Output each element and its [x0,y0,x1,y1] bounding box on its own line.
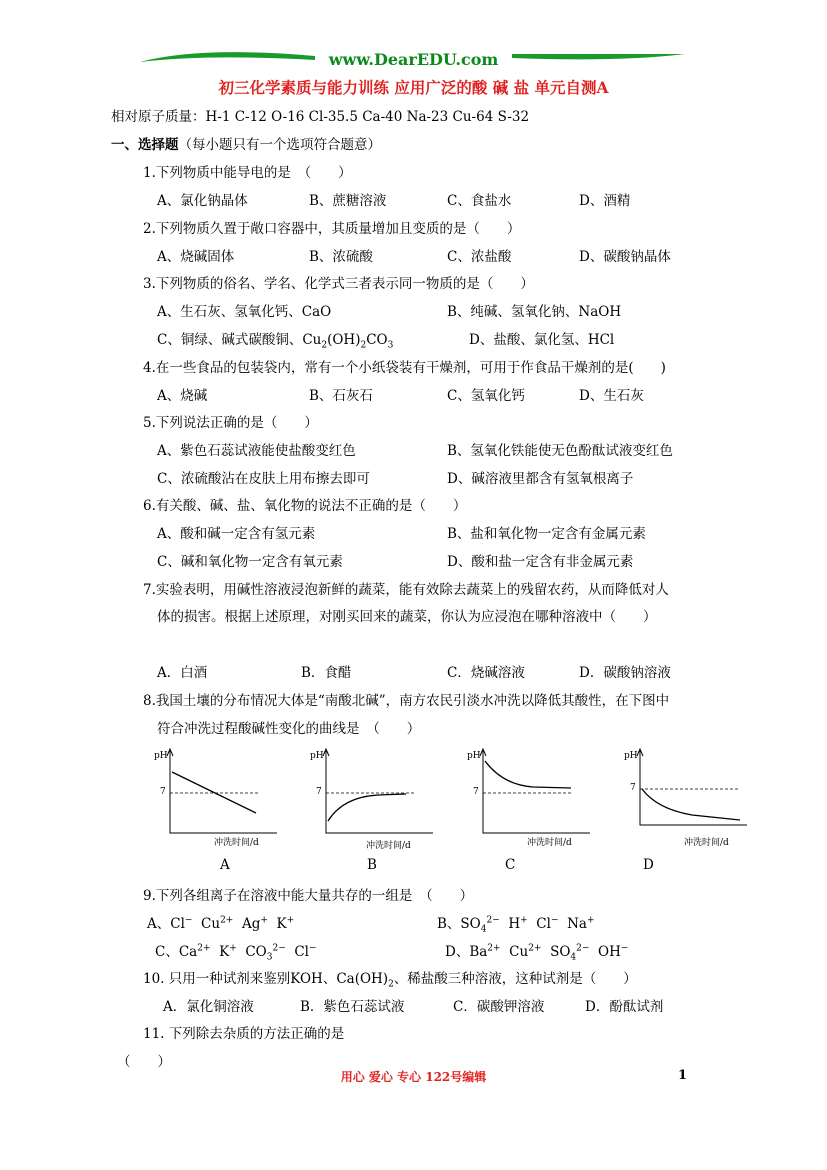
q9-option-d: D、$Ba^{2+}$ $Cu^{2+}$ $SO_4^{2-}$ OH− [445,943,629,963]
q7-stem-line2: 体的损害。根据上述原理，对刚买回来的蔬菜，你认为应浸泡在哪种溶液中（ ） [157,609,657,625]
axes [326,751,433,833]
curve-c [485,761,571,788]
axes [483,751,590,833]
curve-a [172,772,256,813]
curve-b [328,794,406,821]
q10-option-d: D．酚酞试剂 [585,999,664,1015]
q6-option-d: D、酸和盐一定含有非金属元素 [447,554,634,570]
axes [640,751,747,825]
q10-option-c: C．碳酸钾溶液 [453,999,545,1015]
q10-option-a: A．氯化铜溶液 [163,999,254,1015]
q3-option-d: D、盐酸、氯化氢、HCl [469,332,615,348]
x-label: 冲洗时间/d [527,838,572,848]
q6-option-a: A、酸和碱一定含有氢元素 [157,526,316,542]
q8-stem-line2: 符合冲洗过程酸碱性变化的曲线是 （ ） [157,721,421,737]
chart-label-a: A [220,857,230,873]
q8-chart-b [308,745,438,851]
chart-label-c: C [505,857,516,873]
y-label: pH [624,751,638,761]
q9-option-b: B、$SO_4^{2-}$ H+ Cl− Na+ [437,915,595,935]
section-heading [111,133,381,153]
q10-option-b: B．紫色石蕊试液 [300,999,405,1015]
q11-answer-paren: （ ） [117,1054,171,1070]
q8-chart-c [465,745,595,848]
site-name[interactable]: www.DearEDU.com [328,50,499,69]
q1-stem: 1.下列物质中能导电的是 （ ） [143,165,352,181]
atomic-mass-line: 相对原子质量：H-1 C-12 O-16 Cl-35.5 Ca-40 Na-23 Cu-64 S-32 [111,109,530,125]
q4-option-b: B、石灰石 [309,388,373,404]
q1-option-a: A、氯化钠晶体 [157,193,248,209]
q4-stem: 4.在一些食品的包装袋内，常有一个小纸袋装有干燥剂，可用于作食品干燥剂的是( ) [143,360,666,376]
q6-option-b: B、盐和氧化物一定含有金属元素 [447,526,646,542]
q6-stem: 6.有关酸、碱、盐、氧化物的说法不正确的是（ ） [143,498,467,514]
q8-chart-d [622,745,752,848]
q4-option-a: A、烧碱 [157,388,208,404]
q3-option-a: A、生石灰、氢氧化钙、CaO [157,304,332,320]
q2-option-c: C、浓盐酸 [447,249,512,265]
curve-d [642,789,740,820]
q3-option-c: C、铜绿、碱式碳酸铜、$Cu_2(OH)_2CO_3$ [157,332,394,351]
q11-stem: 11. 下列除去杂质的方法正确的是 [143,1026,345,1042]
q2-stem: 2.下列物质久置于敞口容器中，其质量增加且变质的是（ ） [143,221,521,237]
q3-stem: 3.下列物质的俗名、学名、化学式三者表示同一物质的是（ ） [143,276,534,292]
chart-label-d: D [643,857,654,873]
ref-label: 7 [630,783,636,793]
q5-option-b: B、氢氧化铁能使无色酚酞试液变红色 [447,443,673,459]
q1-option-c: C、食盐水 [447,193,512,209]
q7-option-a: A．白酒 [157,665,208,681]
q1-option-d: D、酒精 [579,193,631,209]
y-label: pH [310,751,324,761]
q5-option-a: A、紫色石蕊试液能使盐酸变红色 [157,443,356,459]
y-label: pH [154,751,168,761]
section-title: 一、选择题 [111,137,179,153]
q7-option-c: C．烧碱溶液 [447,665,525,681]
x-label: 冲洗时间/d [366,841,411,851]
q7-option-b: B．食醋 [301,665,352,681]
q8-chart-a [152,745,282,848]
q5-option-c: C、浓硫酸沾在皮肤上用布擦去即可 [157,471,370,487]
q9-option-c: C、$Ca^{2+}$ K+ $CO_3^{2-}$ Cl− [155,943,317,963]
q2-option-b: B、浓硫酸 [309,249,373,265]
x-label: 冲洗时间/d [214,838,259,848]
q3-option-b: B、纯碱、氢氧化钠、NaOH [447,304,622,320]
axes [170,751,277,833]
q7-stem-line1: 7.实验表明，用碱性溶液浸泡新鲜的蔬菜，能有效除去蔬菜上的残留农药，从而降低对人 [143,582,669,598]
footer-text: 用心 爱心 专心 122号编辑 [340,1070,487,1084]
q10-stem: 10. 只用一种试剂来鉴别KOH、$Ca(OH)_2$、稀盐酸三种溶液，这种试剂是（ ） [143,971,637,990]
q5-option-d: D、碱溶液里都含有氢氧根离子 [447,471,634,487]
q9-stem: 9.下列各组离子在溶液中能大量共存的一组是 （ ） [143,888,474,904]
chart-label-b: B [367,857,377,873]
q6-option-c: C、碱和氧化物一定含有氧元素 [157,554,343,570]
ref-label: 7 [160,787,166,797]
ref-label: 7 [473,787,479,797]
q7-option-d: D．碳酸钠溶液 [579,665,671,681]
ref-label: 7 [316,787,322,797]
x-label: 冲洗时间/d [684,838,729,848]
q2-option-a: A、烧碱固体 [157,249,235,265]
q9-option-a: A、Cl− $Cu^{2+}$ Ag+ K+ [147,915,295,932]
section-note: （每小题只有一个选项符合题意） [178,137,381,153]
q8-stem-line1: 8.我国土壤的分布情况大体是“南酸北碱”，南方农民引淡水冲洗以降低其酸性，在下图中 [143,693,670,709]
page-title: 初三化学素质与能力训练 应用广泛的酸 碱 盐 单元自测A [218,78,609,97]
q2-option-d: D、碳酸钠晶体 [579,249,671,265]
q5-stem: 5.下列说法正确的是（ ） [143,415,318,431]
q4-option-c: C、氢氧化钙 [447,388,525,404]
page-number: 1 [678,1068,688,1083]
y-label: pH [467,751,481,761]
q4-option-d: D、生石灰 [579,388,644,404]
q1-option-b: B、蔗糖溶液 [309,193,387,209]
